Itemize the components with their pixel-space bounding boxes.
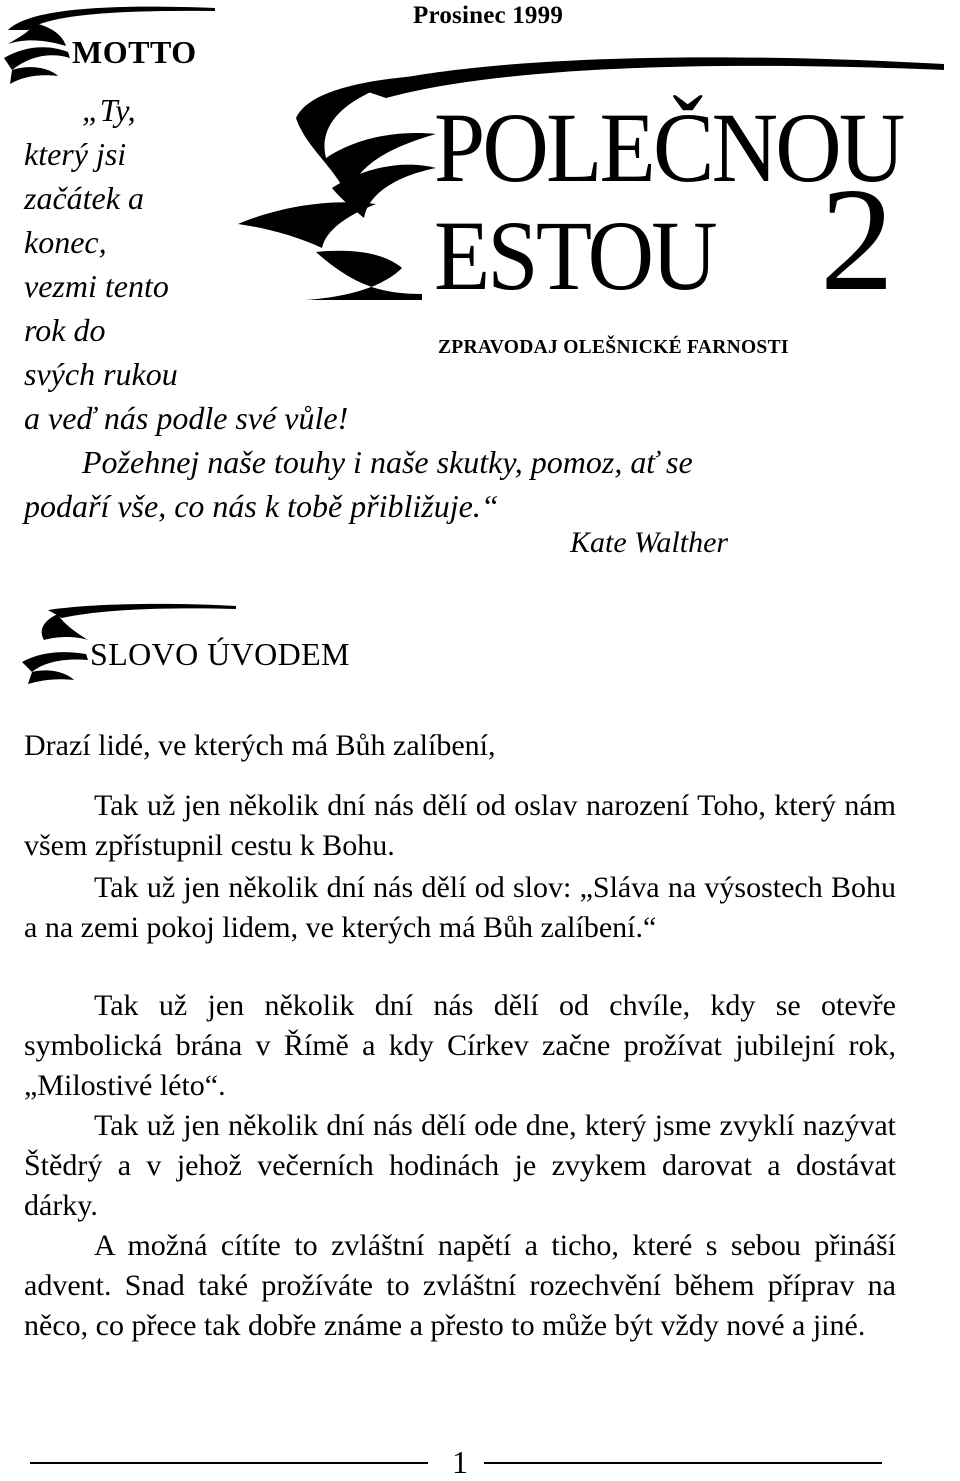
footer-rule — [30, 1462, 428, 1464]
motto-line: svých rukou — [24, 356, 178, 392]
paragraph-text: Tak už jen několik dní nás dělí od slov: „Sláva na výsostech Bohu a na zemi pokoj lidem, ve kterých má Bůh zalíbení.“ — [24, 871, 896, 944]
paragraph-text: Tak už jen několik dní nás dělí od chvíle, kdy se otevře symbolická brána v Římě a kdy Církev začne prožívat jubilejní rok, „Milostivé léto“. — [24, 989, 896, 1102]
paragraph-text: A možná cítíte to zvláštní napětí a ticho, které s sebou přináší advent. Snad také prožíváte to zvláštní rozechvění během příprav na něco, co přece tak dobře známe a přesto to může být vždy nové a jiné. — [24, 1229, 896, 1342]
issue-date: Prosinec 1999 — [413, 2, 564, 29]
motto-heading: MOTTO — [72, 34, 197, 70]
greeting: Drazí lidé, ve kterých má Bůh zalíbení, — [24, 729, 496, 762]
motto-line: který jsi — [24, 136, 127, 172]
motto-line: „Ty, — [82, 92, 136, 128]
motto-line: začátek a — [24, 180, 144, 216]
motto-author: Kate Walther — [570, 526, 729, 559]
motto-line: Požehnej naše touhy i naše skutky, pomoz, ať se — [82, 444, 693, 480]
footer-rule — [484, 1462, 882, 1464]
newsletter-subtitle: ZPRAVODAJ OLEŠNICKÉ FARNOSTI — [438, 337, 789, 358]
body-paragraph — [24, 986, 896, 1106]
page-number: 1 — [452, 1444, 468, 1480]
body-paragraph — [24, 1106, 896, 1226]
newsletter-title-line2: ESTOU — [434, 200, 715, 311]
body-paragraph — [24, 868, 896, 948]
motto-line: vezmi tento — [24, 268, 169, 304]
motto-line: podaří vše, co nás k tobě přibližuje.“ — [24, 488, 499, 524]
section-title: SLOVO ÚVODEM — [90, 636, 350, 672]
body-paragraph — [24, 786, 896, 866]
motto-line: konec, — [24, 224, 107, 260]
motto-line: rok do — [24, 312, 106, 348]
issue-number: 2 — [820, 158, 894, 322]
newsletter-title-line1: POLEČNOU — [434, 92, 903, 203]
paragraph-text: Tak už jen několik dní nás dělí ode dne, který jsme zvyklí nazývat Štědrý a v jehož večerních hodinách je zvykem darovat a dostávat dárky. — [24, 1109, 896, 1222]
motto-line: a veď nás podle své vůle! — [24, 400, 349, 436]
body-paragraph — [24, 1226, 896, 1346]
paragraph-text: Tak už jen několik dní nás dělí od oslav narození Toho, který nám všem zpřístupnil cestu k Bohu. — [24, 789, 896, 862]
